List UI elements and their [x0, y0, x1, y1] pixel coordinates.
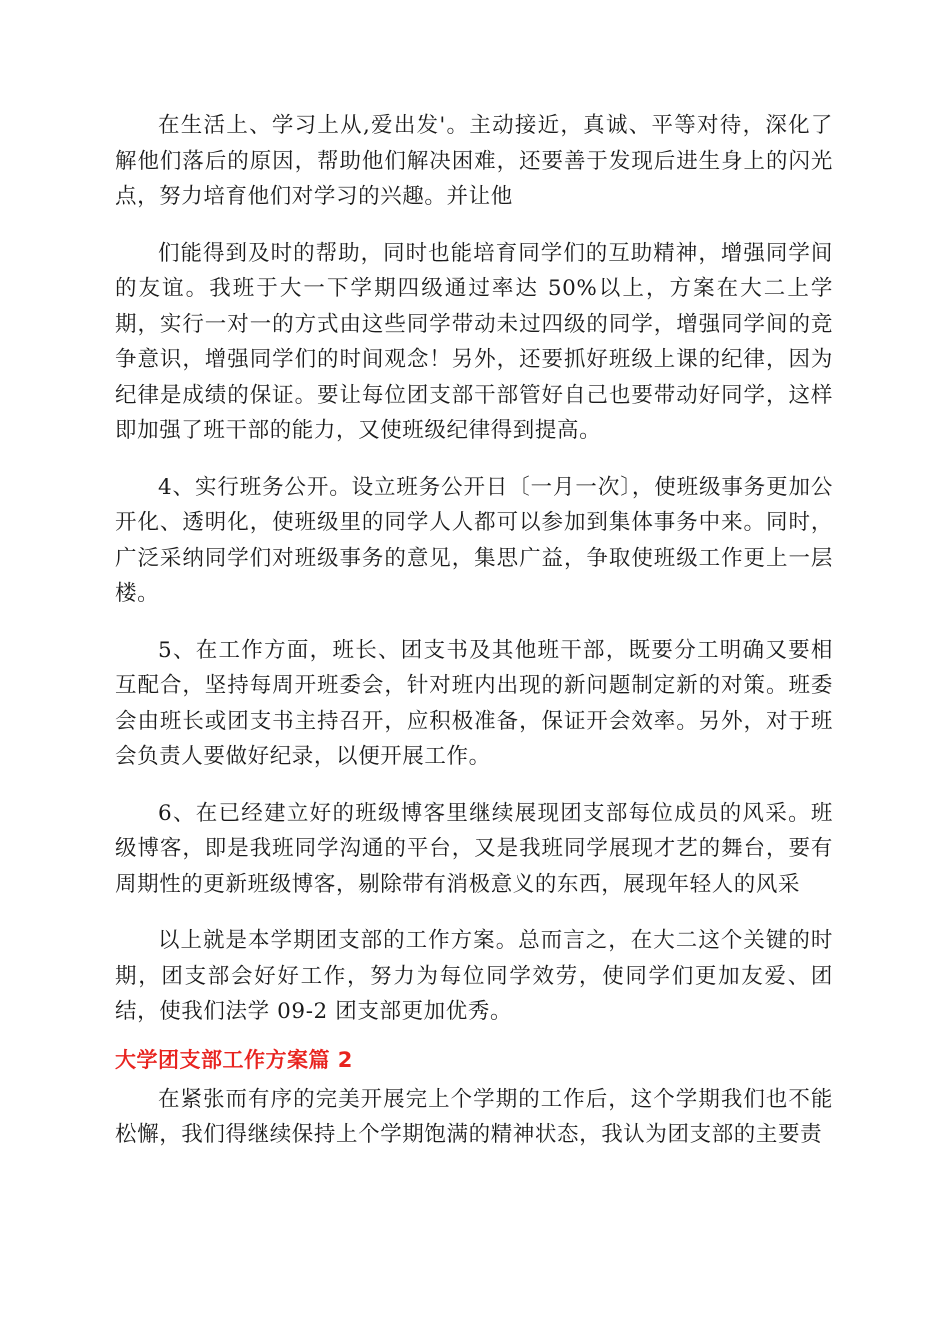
paragraph-6: 以上就是本学期团支部的工作方案。总而言之，在大二这个关键的时期，团支部会好好工作，努力为每位同学效劳，使同学们更加友爱、团结，使我们法学 09-2 团支部更加优秀。	[115, 928, 833, 1024]
document-page	[115, 108, 833, 1174]
paragraph-2: 们能得到及时的帮助，同时也能培育同学们的互助精神，增强同学间的友谊。我班于大一下学期四级通过率达 50%以上，方案在大二上学期，实行一对一的方式由这些同学带动未过四级的同学，增强同学间的竞争意识，增强同学们的时间观念！另外，还要抓好班级上课的纪律，因为纪律是成绩的保证。要让每位团支部干部管好自己也要带动好同学，这样即加强了班干部的能力，又使班级纪律得到提高。	[115, 240, 833, 443]
paragraph-1: 在生活上、学习上从,爱出发'。主动接近，真诚、平等对待，深化了解他们落后的原因，帮助他们解决困难，还要善于发现后进生身上的闪光点，努力培育他们对学习的兴趣。并让他	[115, 113, 833, 209]
paragraph-4: 5、在工作方面，班长、团支书及其他班干部，既要分工明确又要相互配合，坚持每周开班委会，针对班内出现的新问题制定新的对策。班委会由班长或团支书主持召开，应积极准备，保证开会效率。另外，对于班会负责人要做好纪录，以便开展工作。	[115, 637, 833, 769]
paragraph-3: 4、实行班务公开。设立班务公开日〔一月一次〕，使班级事务更加公开化、透明化，使班级里的同学人人都可以参加到集体事务中来。同时，广泛采纳同学们对班级事务的意见，集思广益，争取使班级工作更上一层楼。	[115, 474, 833, 606]
paragraph-7: 在紧张而有序的完美开展完上个学期的工作后，这个学期我们也不能松懈，我们得继续保持上个学期饱满的精神状态，我认为团支部的主要责	[115, 1086, 833, 1147]
paragraph-5: 6、在已经建立好的班级博客里继续展现团支部每位成员的风采。班级博客，即是我班同学沟通的平台，又是我班同学展现才艺的舞台，要有周期性的更新班级博客，剔除带有消极意义的东西，展现年轻人的风采	[115, 800, 833, 897]
section-heading: 大学团支部工作方案篇 2	[115, 1047, 353, 1072]
